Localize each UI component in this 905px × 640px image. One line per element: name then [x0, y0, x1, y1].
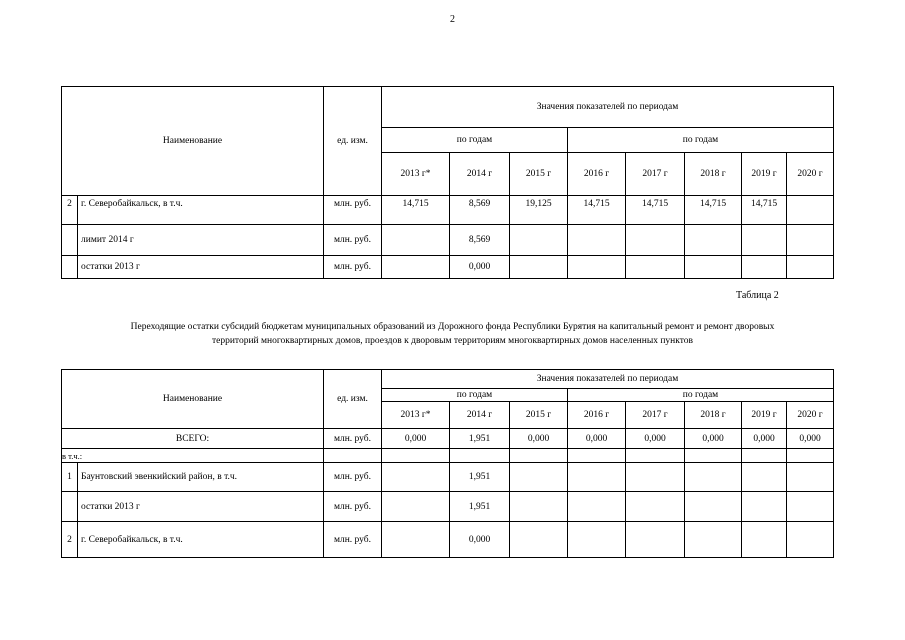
name-header: Наименование: [62, 87, 324, 196]
row-unit: млн. руб.: [324, 225, 382, 256]
value-cell: [685, 492, 742, 522]
row-name: г. Северобайкальск, в т.ч.: [78, 196, 324, 225]
year-header: 2017 г: [626, 153, 685, 196]
row-name: лимит 2014 г: [78, 225, 324, 256]
by-years-header: по годам: [568, 128, 834, 153]
value-cell: 0,000: [626, 429, 685, 449]
table-row: [62, 522, 834, 558]
value-cell: 14,715: [685, 196, 742, 225]
value-cell: 0,000: [685, 429, 742, 449]
value-cell: [382, 522, 450, 558]
values-title-header: Значения показателей по периодам: [382, 370, 834, 389]
value-cell: 0,000: [787, 429, 834, 449]
table-row: [62, 492, 834, 522]
row-number: 2: [62, 522, 78, 558]
row-unit: млн. руб.: [324, 196, 382, 225]
page-number: 2: [450, 14, 455, 25]
row-number: [62, 492, 78, 522]
value-cell: [510, 463, 568, 492]
value-cell: 8,569: [450, 225, 510, 256]
value-cell: [787, 256, 834, 279]
value-cell: [787, 522, 834, 558]
table-row: [62, 463, 834, 492]
value-cell: 0,000: [568, 429, 626, 449]
table-row: [62, 196, 834, 225]
value-cell: [787, 463, 834, 492]
table-road-fund-1: [61, 86, 834, 279]
year-header: 2018 г: [685, 153, 742, 196]
unit-header: ед. изм.: [324, 87, 382, 196]
row-name: г. Северобайкальск, в т.ч.: [78, 522, 324, 558]
value-cell: [382, 256, 450, 279]
value-cell: 0,000: [450, 256, 510, 279]
value-cell: 14,715: [742, 196, 787, 225]
value-cell: [685, 522, 742, 558]
values-title-header: Значения показателей по периодам: [382, 87, 834, 128]
including-row: [62, 449, 834, 463]
total-label: ВСЕГО:: [62, 429, 324, 449]
row-name: остатки 2013 г: [78, 492, 324, 522]
value-cell: 0,000: [450, 522, 510, 558]
value-cell: 1,951: [450, 429, 510, 449]
row-unit: млн. руб.: [324, 256, 382, 279]
total-row: [62, 429, 834, 449]
value-cell: 0,000: [510, 429, 568, 449]
year-header: 2014 г: [450, 153, 510, 196]
row-number: [62, 225, 78, 256]
row-name: остатки 2013 г: [78, 256, 324, 279]
table-number-label: Таблица 2: [736, 290, 779, 301]
table-row: [62, 225, 834, 256]
value-cell: 0,000: [382, 429, 450, 449]
table-road-fund-2: [61, 369, 834, 558]
value-cell: [742, 492, 787, 522]
value-cell: [685, 256, 742, 279]
value-cell: 19,125: [510, 196, 568, 225]
table-caption-line: территорий многоквартирных домов, проездов к дворовым территориям многоквартирных домов населенных пунктов: [211, 336, 694, 346]
value-cell: [626, 522, 685, 558]
year-header: 2019 г: [742, 153, 787, 196]
value-cell: [685, 463, 742, 492]
value-cell: 14,715: [382, 196, 450, 225]
value-cell: 0,000: [742, 429, 787, 449]
value-cell: [568, 225, 626, 256]
by-years-header: по годам: [568, 389, 834, 402]
year-header: 2015 г: [510, 153, 568, 196]
value-cell: [742, 522, 787, 558]
value-cell: [510, 225, 568, 256]
value-cell: 8,569: [450, 196, 510, 225]
year-header: 2016 г: [568, 153, 626, 196]
year-header: 2017 г: [626, 402, 685, 429]
value-cell: [787, 492, 834, 522]
value-cell: [626, 463, 685, 492]
table-row: [62, 256, 834, 279]
value-cell: [742, 256, 787, 279]
value-cell: [382, 463, 450, 492]
year-header: 2020 г: [787, 402, 834, 429]
year-header: 2015 г: [510, 402, 568, 429]
value-cell: [626, 225, 685, 256]
row-unit: млн. руб.: [324, 492, 382, 522]
row-unit: млн. руб.: [324, 463, 382, 492]
value-cell: [568, 256, 626, 279]
value-cell: 1,951: [450, 492, 510, 522]
row-unit: млн. руб.: [324, 522, 382, 558]
year-header: 2016 г: [568, 402, 626, 429]
value-cell: 1,951: [450, 463, 510, 492]
by-years-header: по годам: [382, 128, 568, 153]
value-cell: [510, 256, 568, 279]
value-cell: [510, 522, 568, 558]
value-cell: [626, 256, 685, 279]
value-cell: 14,715: [626, 196, 685, 225]
row-name: Баунтовский эвенкийский район, в т.ч.: [78, 463, 324, 492]
value-cell: 14,715: [568, 196, 626, 225]
value-cell: [382, 225, 450, 256]
name-header: Наименование: [62, 370, 324, 429]
unit-header: ед. изм.: [324, 370, 382, 429]
row-number: 1: [62, 463, 78, 492]
year-header: 2013 г*: [382, 153, 450, 196]
year-header: 2018 г: [685, 402, 742, 429]
value-cell: [510, 492, 568, 522]
year-header: 2014 г: [450, 402, 510, 429]
value-cell: [568, 522, 626, 558]
value-cell: [382, 492, 450, 522]
row-number: 2: [62, 196, 78, 225]
row-unit: млн. руб.: [324, 429, 382, 449]
including-label: в т.ч.:: [62, 449, 324, 463]
value-cell: [685, 225, 742, 256]
value-cell: [742, 463, 787, 492]
table-caption-line: Переходящие остатки субсидий бюджетам муниципальных образований из Дорожного фонда Республики Бурятия на капитальный ремонт и ремонт дворовых: [130, 322, 775, 332]
value-cell: [568, 463, 626, 492]
value-cell: [568, 492, 626, 522]
value-cell: [626, 492, 685, 522]
year-header: 2020 г: [787, 153, 834, 196]
value-cell: [742, 225, 787, 256]
year-header: 2019 г: [742, 402, 787, 429]
year-header: 2013 г*: [382, 402, 450, 429]
value-cell: [787, 225, 834, 256]
row-number: [62, 256, 78, 279]
value-cell: [787, 196, 834, 225]
by-years-header: по годам: [382, 389, 568, 402]
